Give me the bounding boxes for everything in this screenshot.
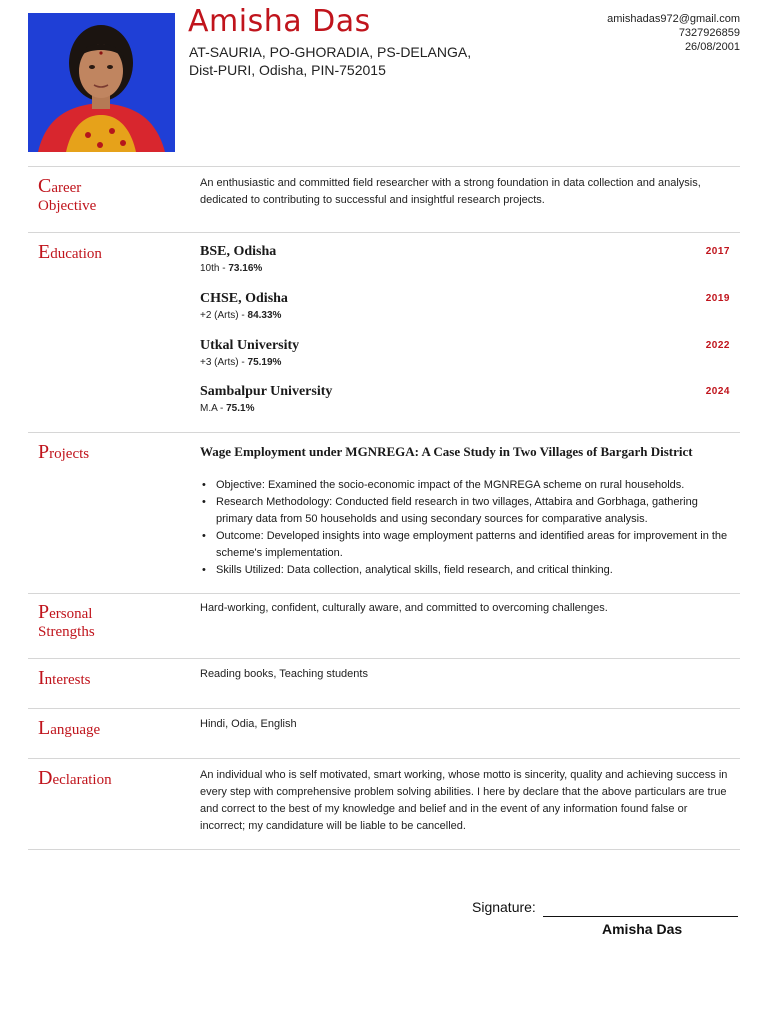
year: 2024 — [705, 386, 730, 397]
personal-strengths-text: Hard-working, confident, culturally aware, and committed to overcoming challenges. — [200, 602, 608, 614]
education-item — [200, 338, 730, 368]
title-initial: E — [38, 241, 51, 263]
project-bullet-list — [200, 477, 730, 579]
grade-line — [200, 263, 730, 274]
title-rest: areer — [51, 180, 82, 196]
title-rest: anguage — [50, 722, 101, 738]
career-objective-text: An enthusiastic and committed field researcher with a strong foundation in data collection and analysis, dedicated to contributing to successful and insightful research projects. — [200, 177, 701, 206]
divider — [28, 758, 740, 759]
title-rest: ersonal — [49, 606, 93, 622]
section-title-projects — [38, 443, 89, 463]
language-text: Hindi, Odia, English — [200, 718, 297, 730]
signature-name: Amisha Das — [602, 921, 683, 937]
title-line-two: Objective — [38, 198, 97, 214]
list-item: • Research Methodology: Conducted field research in two villages, Attabira and Gorbhaga, gathering primary data from 50 households and using secondary sources for comparative analysis. — [200, 494, 730, 528]
divider — [28, 593, 740, 594]
title-line-two: Strengths — [38, 624, 95, 640]
divider — [28, 849, 740, 850]
signature-line — [543, 916, 738, 917]
grade-line — [200, 310, 730, 321]
section-title-education — [38, 243, 102, 263]
course-level: M.A - — [200, 403, 227, 414]
score: 75.1% — [226, 403, 255, 414]
section-title-declaration — [38, 769, 112, 789]
grade-line — [200, 357, 730, 368]
course-level: 10th - — [200, 263, 229, 274]
education-item — [200, 291, 730, 321]
section-title-language — [38, 719, 100, 739]
title-rest: nterests — [44, 672, 91, 688]
project-title: Wage Employment under MGNREGA: A Case Study in Two Villages of Bargarh District — [200, 444, 693, 459]
interests-text: Reading books, Teaching students — [200, 668, 368, 680]
divider — [28, 166, 740, 167]
title-initial: P — [38, 441, 50, 463]
grade-line — [200, 403, 730, 414]
year: 2019 — [705, 293, 730, 304]
list-item: • Skills Utilized: Data collection, analytical skills, field research, and critical thinking. — [200, 562, 730, 579]
education-item — [200, 244, 730, 274]
institution-name: BSE, Odisha — [200, 244, 277, 259]
contact-block — [607, 12, 740, 54]
title-initial: L — [38, 717, 51, 739]
phone-number[interactable]: 7327926859 — [678, 27, 740, 39]
year: 2022 — [705, 340, 730, 351]
signature-label: Signature: — [472, 899, 536, 915]
title-rest: eclaration — [52, 772, 112, 788]
declaration-text: An individual who is self motivated, smart working, whose motto is sincerity, quality and achieving success in every step with comprehensive problem solving abilities. I here by declare that the above particulars are true and correct to the best of my knowledge and belief and in the event of any information found false or incorrect; my candidature will be liable to be cancelled. — [200, 769, 728, 832]
course-level: +2 (Arts) - — [200, 310, 248, 321]
institution-name: CHSE, Odisha — [200, 291, 288, 306]
section-title-personal-strengths — [38, 603, 95, 641]
divider — [28, 708, 740, 709]
email-address[interactable]: amishadas972@gmail.com — [607, 13, 740, 25]
section-title-interests — [38, 669, 91, 689]
title-initial: I — [38, 667, 45, 689]
divider — [28, 658, 740, 659]
profile-photo — [28, 13, 175, 152]
candidate-address: AT-SAURIA, PO-GHORADIA, PS-DELANGA, Dist-PURI, Odisha, PIN-752015 — [189, 44, 472, 78]
score: 84.33% — [247, 310, 282, 321]
divider — [28, 432, 740, 433]
list-item: • Objective: Examined the socio-economic impact of the MGNREGA scheme on rural households. — [200, 477, 730, 494]
education-item — [200, 384, 730, 414]
profile-photo-illustration — [28, 13, 175, 152]
score: 73.16% — [228, 263, 263, 274]
list-item: • Outcome: Developed insights into wage employment patterns and identified areas for improvement in the scheme's implementation. — [200, 528, 730, 562]
title-initial: P — [38, 601, 50, 623]
title-initial: C — [38, 175, 52, 197]
score: 75.19% — [247, 357, 282, 368]
year: 2017 — [705, 246, 730, 257]
candidate-name: Amisha Das — [188, 4, 371, 39]
institution-name: Sambalpur University — [200, 384, 333, 399]
title-rest: ducation — [50, 246, 102, 262]
title-initial: D — [38, 767, 53, 789]
date-of-birth: 26/08/2001 — [684, 41, 740, 53]
section-title-career-objective — [38, 177, 96, 215]
institution-name: Utkal University — [200, 338, 300, 353]
course-level: +3 (Arts) - — [200, 357, 248, 368]
divider — [28, 232, 740, 233]
title-rest: rojects — [49, 446, 90, 462]
